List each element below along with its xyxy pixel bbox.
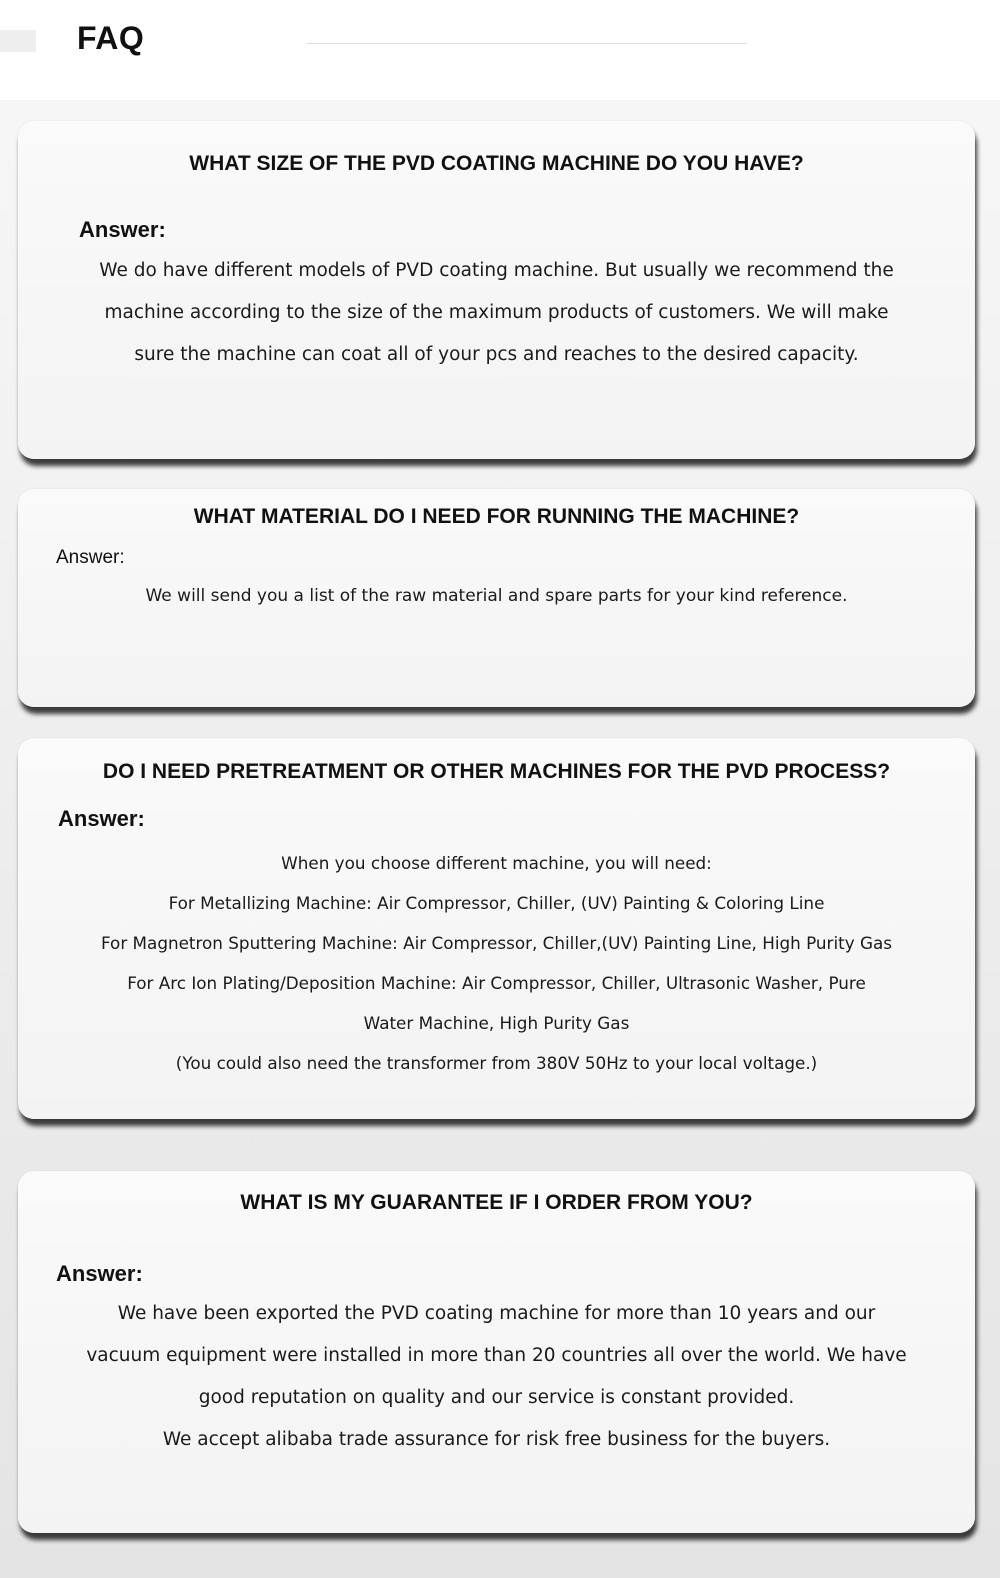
faq-card xyxy=(18,738,975,1119)
header-divider xyxy=(307,43,747,44)
answer-line: For Metallizing Machine: Air Compressor, Chiller, (UV) Painting & Coloring Line xyxy=(168,893,825,913)
faq-answer xyxy=(18,843,975,1083)
faq-card xyxy=(18,489,975,707)
answer-line: We accept alibaba trade assurance for risk free business for the buyers. xyxy=(162,1429,831,1450)
faq-question: WHAT MATERIAL DO I NEED FOR RUNNING THE MACHINE? xyxy=(193,505,800,528)
faq-answer xyxy=(18,1293,975,1461)
answer-label: Answer: xyxy=(56,547,125,568)
answer-line: We do have different models of PVD coating machine. But usually we recommend the xyxy=(99,260,894,281)
faq-question: DO I NEED PRETREATMENT OR OTHER MACHINES FOR THE PVD PROCESS? xyxy=(102,760,891,783)
faq-card xyxy=(18,121,975,459)
answer-line: For Arc Ion Plating/Deposition Machine: Air Compressor, Chiller, Ultrasonic Washer, Pure xyxy=(127,973,866,993)
answer-line: Water Machine, High Purity Gas xyxy=(363,1013,630,1033)
faq-question: WHAT IS MY GUARANTEE IF I ORDER FROM YOU? xyxy=(240,1191,753,1214)
answer-line: vacuum equipment were installed in more than 20 countries all over the world. We have xyxy=(86,1345,907,1366)
faq-question: WHAT SIZE OF THE PVD COATING MACHINE DO YOU HAVE? xyxy=(189,152,804,175)
answer-line: machine according to the size of the maximum products of customers. We will make xyxy=(104,302,889,323)
page-header xyxy=(0,0,1000,100)
answer-line: We will send you a list of the raw material and spare parts for your kind reference. xyxy=(145,586,848,606)
answer-label: Answer: xyxy=(56,1261,143,1286)
answer-line: When you choose different machine, you will need: xyxy=(281,853,712,873)
answer-line: We have been exported the PVD coating machine for more than 10 years and our xyxy=(117,1303,876,1324)
answer-line: sure the machine can coat all of your pcs and reaches to the desired capacity. xyxy=(134,344,859,365)
header-tab-marker xyxy=(0,30,36,52)
answer-line: good reputation on quality and our service is constant provided. xyxy=(198,1387,795,1408)
answer-line: (You could also need the transformer from 380V 50Hz to your local voltage.) xyxy=(175,1053,818,1073)
page-title: FAQ xyxy=(77,20,145,56)
answer-label: Answer: xyxy=(79,217,166,242)
faq-answer xyxy=(18,250,975,376)
answer-label: Answer: xyxy=(58,806,145,831)
answer-line: For Magnetron Sputtering Machine: Air Compressor, Chiller,(UV) Painting Line, High Purity Gas xyxy=(101,933,892,953)
faq-answer xyxy=(18,581,975,611)
faq-card xyxy=(18,1171,975,1533)
